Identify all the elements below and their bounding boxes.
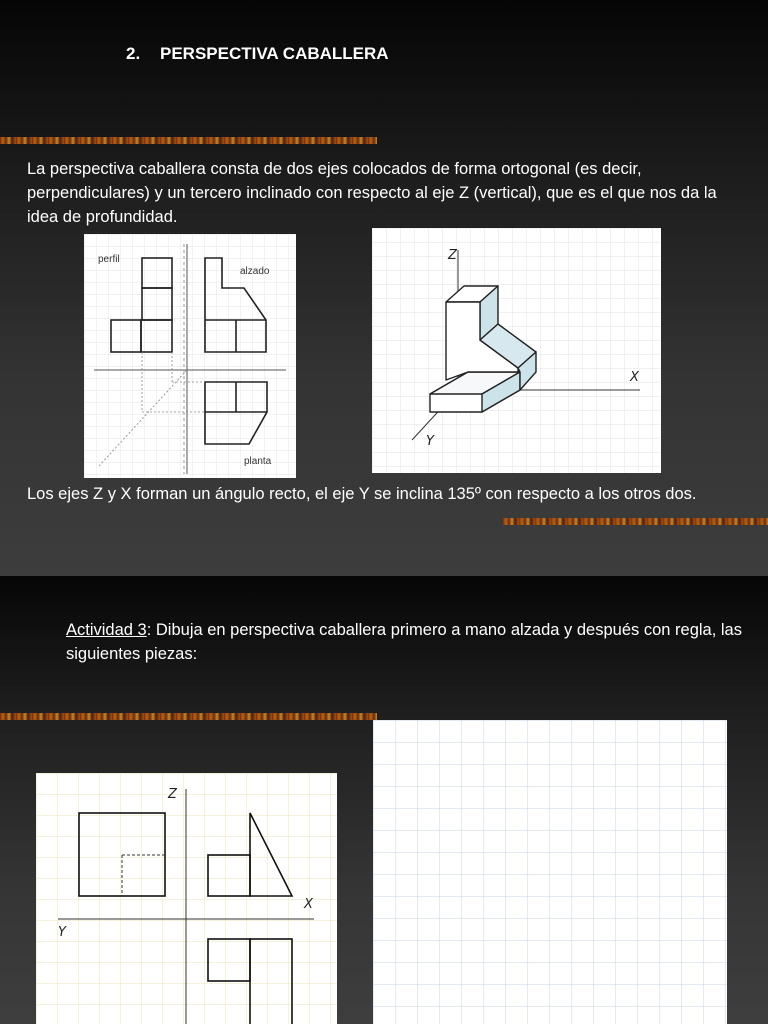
blank-grid-paper xyxy=(373,720,727,1024)
decorative-bar xyxy=(503,518,768,525)
activity-paragraph xyxy=(66,618,766,666)
decorative-bar xyxy=(0,137,377,144)
alzado-label: alzado xyxy=(240,266,270,277)
z-axis-label: Z xyxy=(168,787,177,802)
piece-views-figure xyxy=(36,773,337,1024)
title-text: PERSPECTIVA CABALLERA xyxy=(160,44,389,63)
piece-views-drawing xyxy=(36,773,337,1024)
decorative-bar xyxy=(0,713,377,720)
z-axis-label: Z xyxy=(448,248,457,263)
y-axis-label: Y xyxy=(58,925,66,940)
slide-title xyxy=(126,44,389,64)
title-number: 2. xyxy=(126,44,141,63)
x-axis-label: X xyxy=(304,897,313,912)
planta-label: planta xyxy=(244,456,272,467)
grid-paper-drawing xyxy=(373,720,727,1024)
cavalier-perspective-drawing xyxy=(372,228,661,473)
outro-paragraph: Los ejes Z y X forman un ángulo recto, el eje Y se inclina 135º con respecto a los otros dos. xyxy=(27,485,697,503)
x-axis-label: X xyxy=(630,370,639,385)
orthographic-views-figure xyxy=(84,234,296,478)
intro-paragraph: La perspectiva caballera consta de dos ejes colocados de forma ortogonal (es decir, perpendiculares) y un tercero inclinado con respecto al eje Z (vertical), que es el que nos da la idea de profundidad. xyxy=(27,160,717,226)
activity-text: : Dibuja en perspectiva caballera primero a mano alzada y después con regla, las siguientes piezas: xyxy=(66,621,742,663)
slide-actividad-3 xyxy=(0,576,768,1024)
cavalier-perspective-figure xyxy=(372,228,661,473)
perfil-label: perfil xyxy=(98,254,120,265)
activity-link[interactable]: Actividad 3 xyxy=(66,621,147,639)
y-axis-label: Y xyxy=(426,434,434,449)
